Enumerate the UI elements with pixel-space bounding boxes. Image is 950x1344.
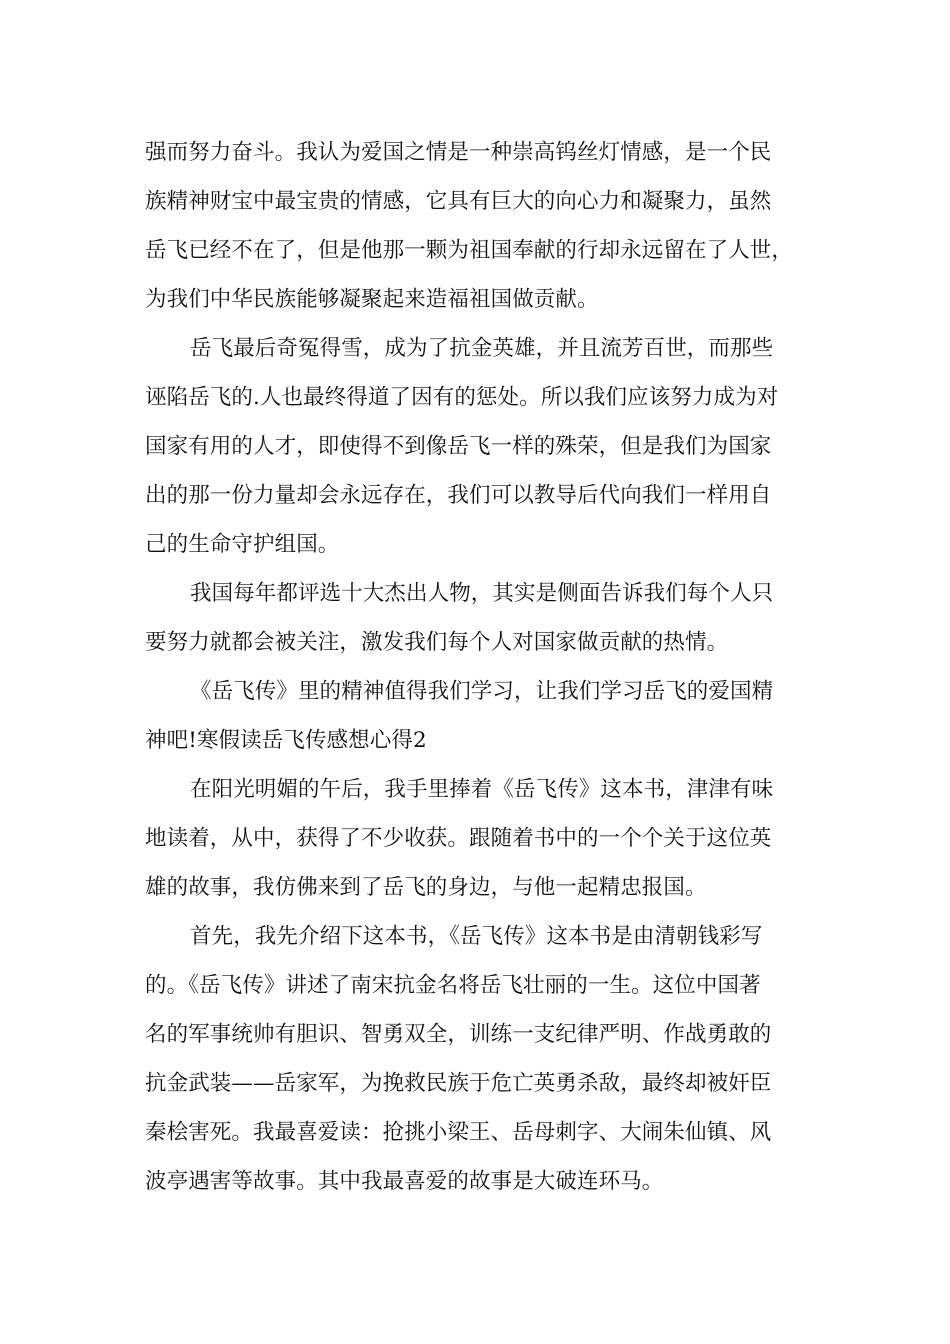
text-line-15: 地读着，从中，获得了不少收获。跟随着书中的一个个关于这位英 [145, 826, 772, 851]
text-line-14: 在阳光明媚的午后，我手里捧着《岳飞传》这本书，津津有味 [190, 777, 774, 802]
text-line-8: 出的那一份力量却会永远存在，我们可以教导后代向我们一样用自 [145, 483, 772, 508]
text-line-21: 秦桧害死。我最喜爱读：抢挑小梁王、岳母刺字、大闹朱仙镇、风 [145, 1120, 772, 1145]
text-line-19: 名的军事统帅有胆识、智勇双全，训练一支纪律严明、作战勇敢的 [145, 1022, 772, 1047]
text-line-5: 岳飞最后奇冤得雪，成为了抗金英雄，并且流芳百世，而那些 [190, 336, 774, 361]
text-line-2: 族精神财宝中最宝贵的情感，它具有巨大的向心力和凝聚力，虽然 [145, 189, 772, 214]
text-line-22: 波亭遇害等故事。其中我最喜爱的故事是大破连环马。 [145, 1169, 664, 1194]
text-line-18: 的。《岳飞传》讲述了南宋抗金名将岳飞壮丽的一生。这位中国著 [145, 973, 761, 998]
text-line-3: 岳飞已经不在了，但是他那一颗为祖国奉献的行却永远留在了人世， [145, 238, 794, 263]
text-line-10: 我国每年都评选十大杰出人物，其实是侧面告诉我们每个人只 [190, 581, 774, 606]
text-line-9: 己的生命守护组国。 [145, 532, 340, 557]
text-line-12: 《岳飞传》里的精神值得我们学习，让我们学习岳飞的爱国精 [190, 679, 774, 704]
document-body [145, 128, 825, 1206]
text-line-17: 首先，我先介绍下这本书，《岳飞传》这本书是由清朝钱彩写 [190, 924, 763, 949]
text-line-13: 神吧!寒假读岳飞传感想心得2 [145, 728, 427, 753]
text-line-20: 抗金武装——岳家军，为挽救民族于危亡英勇杀敌，最终却被奸臣 [145, 1071, 772, 1096]
text-line-11: 要努力就都会被关注，激发我们每个人对国家做贡献的热情。 [145, 630, 729, 655]
text-line-1: 强而努力奋斗。我认为爱国之情是一种崇高钨丝灯情感，是一个民 [145, 140, 772, 165]
text-line-4: 为我们中华民族能够凝聚起来造福祖国做贡献。 [145, 287, 599, 312]
text-line-16: 雄的故事，我仿佛来到了岳飞的身边，与他一起精忠报国。 [145, 875, 707, 900]
text-line-7: 国家有用的人才，即使得不到像岳飞一样的殊荣，但是我们为国家 [145, 434, 772, 459]
text-line-6: 诬陷岳飞的.人也最终得道了因有的惩处。所以我们应该努力成为对 [145, 385, 779, 410]
